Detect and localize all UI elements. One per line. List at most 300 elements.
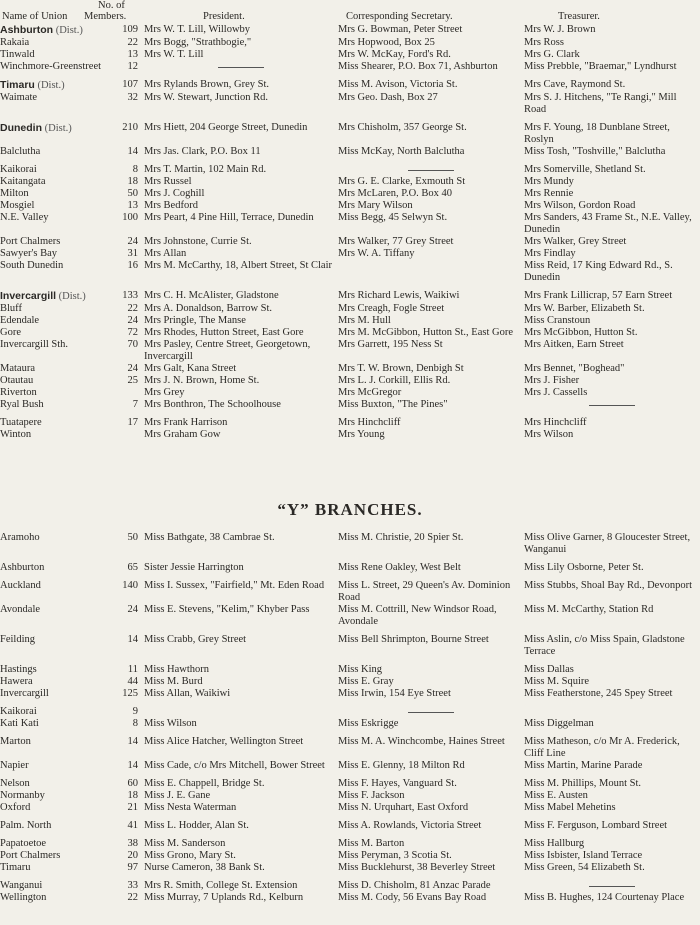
union-name: Ashburton (0, 24, 54, 36)
name-cell (0, 164, 108, 176)
treasurer-cell: Miss Olive Garner, 8 Gloucester Street, Wanganui (524, 532, 691, 555)
members-count: 12 (127, 61, 138, 72)
union-name: Port Chalmers (0, 236, 61, 247)
president-cell: Mrs J. Coghill (144, 188, 205, 199)
treasurer-cell: Miss Matheson, c/o Mr A. Frederick, Cliff Line (524, 736, 680, 759)
union-name: Auckland (0, 580, 41, 591)
union-name: Ryal Bush (0, 399, 44, 410)
union-name: Waimate (0, 92, 38, 103)
name-cell (0, 61, 108, 73)
president-cell: Miss Grono, Mary St. (144, 850, 236, 861)
members-count: 33 (127, 880, 138, 891)
treasurer-cell: Mrs W. J. Brown (524, 24, 596, 35)
president-cell: Mrs Rylands Brown, Grey St. (144, 79, 269, 90)
president-cell: Mrs Bonthron, The Schoolhouse (144, 399, 281, 410)
treasurer-cell: Miss E. Austen (524, 790, 588, 801)
treasurer-cell: Mrs Aitken, Earn Street (524, 339, 624, 350)
name-cell (0, 736, 108, 760)
president-cell (144, 61, 338, 73)
header-president: President. (203, 11, 245, 22)
president-cell: Miss M. Sanderson (144, 838, 226, 849)
president-cell: Miss L. Hodder, Alan St. (144, 820, 249, 831)
secretary-cell: Miss M. Cody, 56 Evans Bay Road (338, 892, 487, 903)
treasurer-cell: Mrs Wilson, Gordon Road (524, 200, 636, 211)
treasurer-cell: Miss Tosh, "Toshville," Balclutha (524, 146, 666, 157)
name-cell (0, 315, 108, 327)
name-cell (0, 820, 108, 832)
treasurer-cell: Miss Martin, Marine Parade (524, 760, 643, 771)
union-row (0, 327, 700, 339)
secretary-cell: Mrs M. McGibbon, Hutton St., East Gore (338, 327, 513, 338)
y-branch-row (0, 802, 700, 814)
name-cell (0, 532, 108, 556)
members-count: 70 (127, 339, 138, 350)
secretary-cell: Mrs G. Bowman, Peter Street (338, 24, 463, 35)
members-count: 7 (132, 399, 138, 410)
members-count: 20 (127, 850, 138, 861)
y-branch-row (0, 718, 700, 730)
secretary-cell: Mrs Garrett, 195 Ness St (338, 339, 443, 350)
secretary-cell: Miss N. Urquhart, East Oxford (338, 802, 469, 813)
union-name: Dunedin (0, 122, 42, 134)
treasurer-cell: Mrs F. Young, 18 Dunblane Street, Roslyn (524, 122, 670, 145)
union-name: Nelson (0, 778, 30, 789)
secretary-cell: Miss Shearer, P.O. Box 71, Ashburton (338, 61, 498, 72)
union-name: Mataura (0, 363, 35, 374)
name-cell (0, 718, 108, 730)
name-cell (0, 880, 108, 892)
secretary-cell: Miss M. Christie, 20 Spier St. (338, 532, 464, 543)
treasurer-cell: Mrs Wilson (524, 429, 574, 440)
secretary-cell: Mrs G. E. Clarke, Exmouth St (338, 176, 466, 187)
union-row (0, 164, 700, 176)
union-name: Aramoho (0, 532, 40, 543)
secretary-cell: Miss King (338, 664, 383, 675)
y-branch-row (0, 892, 700, 904)
president-cell: Miss Cade, c/o Mrs Mitchell, Bower Street (144, 760, 325, 771)
members-count: 60 (127, 778, 138, 789)
members-count: 24 (127, 363, 138, 374)
president-cell: Mrs Hiett, 204 George Street, Dunedin (144, 122, 308, 133)
treasurer-cell: Miss Dallas (524, 664, 574, 675)
secretary-cell (338, 164, 524, 176)
treasurer-cell: Mrs Walker, Grey Street (524, 236, 627, 247)
treasurer-cell: Mrs Frank Lillicrap, 57 Earn Street (524, 290, 673, 301)
name-cell (0, 327, 108, 339)
president-cell: Mrs C. H. McAlister, Gladstone (144, 290, 279, 301)
treasurer-cell: Mrs S. J. Hitchens, "Te Rangi," Mill Road (524, 92, 677, 115)
union-name: Hastings (0, 664, 37, 675)
president-cell: Mrs Graham Gow (144, 429, 221, 440)
union-row (0, 24, 700, 37)
union-name: Tuatapere (0, 417, 42, 428)
separator-rule (589, 886, 635, 887)
treasurer-cell: Miss Cranstoun (524, 315, 591, 326)
name-cell (0, 248, 108, 260)
secretary-cell: Miss F. Hayes, Vanguard St. (338, 778, 457, 789)
members-count: 109 (122, 24, 138, 35)
members-count: 50 (127, 188, 138, 199)
district-tag: (Dist.) (44, 123, 72, 134)
secretary-cell: Miss M. Barton (338, 838, 405, 849)
union-row (0, 429, 700, 441)
y-branch-row (0, 736, 700, 760)
secretary-cell: Mrs Young (338, 429, 385, 440)
members-count: 8 (132, 718, 138, 729)
members-count: 72 (127, 327, 138, 338)
union-name: Wanganui (0, 880, 43, 891)
union-row (0, 315, 700, 327)
union-name: Riverton (0, 387, 37, 398)
unions-table (0, 24, 700, 441)
name-cell (0, 778, 108, 790)
secretary-cell: Miss Bell Shrimpton, Bourne Street (338, 634, 489, 645)
union-name: Feilding (0, 634, 36, 645)
name-cell (0, 146, 108, 158)
y-branch-row (0, 820, 700, 832)
y-branch-row (0, 880, 700, 892)
name-cell (0, 79, 108, 92)
name-cell (0, 676, 108, 688)
name-cell (0, 664, 108, 676)
treasurer-cell: Mrs Ross (524, 37, 564, 48)
treasurer-cell: Miss Diggelman (524, 718, 594, 729)
treasurer-cell: Mrs Bennet, "Boghead" (524, 363, 625, 374)
secretary-cell: Mrs L. J. Corkill, Ellis Rd. (338, 375, 451, 386)
union-row (0, 417, 700, 429)
y-branch-row (0, 790, 700, 802)
union-row (0, 290, 700, 303)
union-row (0, 146, 700, 158)
union-row (0, 339, 700, 363)
president-cell: Mrs Pringle, The Manse (144, 315, 246, 326)
name-cell (0, 290, 108, 303)
union-name: Papatoetoe (0, 838, 47, 849)
secretary-cell (338, 260, 524, 284)
header-secretary: Corresponding Secretary. (346, 11, 453, 22)
members-count (108, 429, 144, 441)
treasurer-cell: Mrs Mundy (524, 176, 574, 187)
union-name: Edendale (0, 315, 40, 326)
union-name: Gore (0, 327, 21, 338)
y-branches-table (0, 532, 700, 904)
treasurer-cell: Miss B. Hughes, 124 Courtenay Place (524, 892, 685, 903)
treasurer-cell: Mrs Somerville, Shetland St. (524, 164, 646, 175)
y-branch-row (0, 532, 700, 556)
treasurer-cell: Miss Stubbs, Shoal Bay Rd., Devonport (524, 580, 693, 591)
treasurer-cell: Miss Green, 54 Elizabeth St. (524, 862, 645, 873)
president-cell: Miss Nesta Waterman (144, 802, 237, 813)
president-cell: Miss M. Burd (144, 676, 203, 687)
treasurer-cell: Miss Hallburg (524, 838, 585, 849)
union-row (0, 399, 700, 411)
secretary-cell: Miss F. Jackson (338, 790, 405, 801)
president-cell: Mrs Rhodes, Hutton Street, East Gore (144, 327, 304, 338)
secretary-cell: Miss A. Rowlands, Victoria Street (338, 820, 482, 831)
y-branch-row (0, 664, 700, 676)
secretary-cell: Miss McKay, North Balclutha (338, 146, 465, 157)
members-count: 41 (127, 820, 138, 831)
union-name: Kaikorai (0, 164, 37, 175)
union-name: Timaru (0, 862, 31, 873)
members-count: 50 (127, 532, 138, 543)
president-cell: Mrs T. Martin, 102 Main Rd. (144, 164, 267, 175)
union-name: Mosgiel (0, 200, 35, 211)
union-row (0, 236, 700, 248)
president-cell: Miss Murray, 7 Uplands Rd., Kelburn (144, 892, 304, 903)
president-cell: Mrs R. Smith, College St. Extension (144, 880, 298, 891)
separator-rule (408, 712, 454, 713)
president-cell: Miss J. E. Gane (144, 790, 211, 801)
president-cell: Mrs Johnstone, Currie St. (144, 236, 252, 247)
union-name: Bluff (0, 303, 22, 314)
district-tag: (Dist.) (58, 291, 86, 302)
header-name: Name of Union (2, 11, 68, 22)
union-name: Sawyer's Bay (0, 248, 58, 259)
union-name: Wellington (0, 892, 47, 903)
secretary-cell: Miss Peryman, 3 Scotia St. (338, 850, 452, 861)
name-cell (0, 838, 108, 850)
union-name: Timaru (0, 79, 35, 91)
treasurer-cell: Miss Lily Osborne, Peter St. (524, 562, 644, 573)
y-branch-row (0, 760, 700, 772)
members-count: 14 (127, 634, 138, 645)
union-name: N.E. Valley (0, 212, 49, 223)
treasurer-cell: Miss Mabel Mehetins (524, 802, 616, 813)
treasurer-cell (524, 880, 700, 892)
union-name: Marton (0, 736, 31, 747)
president-cell: Mrs Pasley, Centre Street, Georgetown, Invercargill (144, 339, 311, 362)
name-cell (0, 375, 108, 387)
treasurer-cell: Miss F. Ferguson, Lombard Street (524, 820, 668, 831)
members-count: 14 (127, 146, 138, 157)
president-cell (144, 706, 338, 718)
union-name: Normanby (0, 790, 45, 801)
president-cell: Miss Bathgate, 38 Cambrae St. (144, 532, 275, 543)
president-cell: Mrs A. Donaldson, Barrow St. (144, 303, 273, 314)
y-branch-row (0, 778, 700, 790)
union-name: Napier (0, 760, 29, 771)
president-cell: Mrs Bogg, "Strathbogie," (144, 37, 252, 48)
president-cell: Mrs Grey (144, 387, 185, 398)
secretary-cell: Miss D. Chisholm, 81 Anzac Parade (338, 880, 491, 891)
members-count: 210 (122, 122, 138, 133)
secretary-cell: Miss Irwin, 154 Eye Street (338, 688, 451, 699)
president-cell: Mrs Allan (144, 248, 187, 259)
y-branch-row (0, 580, 700, 604)
president-cell: Mrs W. T. Lill, Willowby (144, 24, 251, 35)
president-cell: Miss E. Chappell, Bridge St. (144, 778, 265, 789)
members-count: 44 (127, 676, 138, 687)
president-cell: Mrs Russel (144, 176, 192, 187)
treasurer-cell: Miss Prebble, "Braemar," Lyndhurst (524, 61, 677, 72)
president-cell: Mrs Peart, 4 Pine Hill, Terrace, Dunedin (144, 212, 314, 223)
secretary-cell: Miss Bucklehurst, 38 Beverley Street (338, 862, 496, 873)
members-count: 22 (127, 303, 138, 314)
members-count: 14 (127, 736, 138, 747)
president-cell: Miss Allan, Waikiwi (144, 688, 231, 699)
union-name: Hawera (0, 676, 33, 687)
union-name: Winton (0, 429, 32, 440)
treasurer-cell (524, 706, 700, 718)
treasurer-cell: Miss Featherstone, 245 Spey Street (524, 688, 673, 699)
treasurer-cell: Mrs Findlay (524, 248, 576, 259)
members-count: 24 (127, 315, 138, 326)
members-count: 25 (127, 375, 138, 386)
president-cell: Mrs Jas. Clark, P.O. Box 11 (144, 146, 261, 157)
district-tag: (Dist.) (37, 80, 65, 91)
secretary-cell: Miss E. Glenny, 18 Milton Rd (338, 760, 465, 771)
union-row (0, 212, 700, 236)
name-cell (0, 850, 108, 862)
secretary-cell: Mrs W. McKay, Ford's Rd. (338, 49, 451, 60)
name-cell (0, 399, 108, 411)
name-cell (0, 260, 108, 284)
treasurer-cell: Mrs G. Clark (524, 49, 580, 60)
union-name: Invercargill (0, 688, 49, 699)
name-cell (0, 236, 108, 248)
y-branch-row (0, 862, 700, 874)
treasurer-cell: Mrs McGibbon, Hutton St. (524, 327, 638, 338)
y-branch-row (0, 604, 700, 628)
name-cell (0, 892, 108, 904)
union-name: Milton (0, 188, 29, 199)
secretary-cell: Mrs Walker, 77 Grey Street (338, 236, 454, 247)
members-count: 21 (127, 802, 138, 813)
name-cell (0, 706, 108, 718)
treasurer-cell: Miss M. Phillips, Mount St. (524, 778, 641, 789)
y-branch-row (0, 634, 700, 658)
secretary-cell: Miss M. Cottrill, New Windsor Road, Avondale (338, 604, 497, 627)
president-cell: Mrs W. T. Lill (144, 49, 204, 60)
union-row (0, 260, 700, 284)
members-count: 107 (122, 79, 138, 90)
treasurer-cell: Miss Reid, 17 King Edward Rd., S. Dunedin (524, 260, 673, 283)
union-name: Otautau (0, 375, 34, 386)
secretary-cell: Miss L. Street, 29 Queen's Av. Dominion Road (338, 580, 511, 603)
secretary-cell: Mrs Richard Lewis, Waikiwi (338, 290, 460, 301)
members-count: 100 (122, 212, 138, 223)
secretary-cell: Miss Begg, 45 Selwyn St. (338, 212, 448, 223)
president-cell: Miss Alice Hatcher, Wellington Street (144, 736, 304, 747)
name-cell (0, 604, 108, 628)
members-count: 125 (122, 688, 138, 699)
members-count: 18 (127, 176, 138, 187)
secretary-cell: Miss M. A. Winchcombe, Haines Street (338, 736, 505, 747)
members-count: 32 (127, 92, 138, 103)
secretary-cell: Miss Eskrigge (338, 718, 399, 729)
name-cell (0, 634, 108, 658)
treasurer-cell: Mrs Hinchcliff (524, 417, 587, 428)
treasurer-cell: Miss Isbister, Island Terrace (524, 850, 643, 861)
treasurer-cell: Mrs Sanders, 43 Frame St., N.E. Valley, Dunedin (524, 212, 692, 235)
union-row (0, 188, 700, 200)
secretary-cell: Mrs Hinchcliff (338, 417, 401, 428)
union-name: Rakaia (0, 37, 30, 48)
members-count: 9 (132, 706, 138, 717)
secretary-cell: Mrs W. A. Tiffany (338, 248, 415, 259)
union-name: Avondale (0, 604, 41, 615)
union-row (0, 176, 700, 188)
header-no-of: No. of (98, 0, 125, 11)
secretary-cell: Mrs Geo. Dash, Box 27 (338, 92, 438, 103)
name-cell (0, 760, 108, 772)
members-count: 13 (127, 200, 138, 211)
union-name: Invercargill (0, 290, 57, 302)
name-cell (0, 212, 108, 236)
union-row (0, 375, 700, 387)
union-name: Balclutha (0, 146, 41, 157)
president-cell: Mrs M. McCarthy, 18, Albert Street, St Clair (144, 260, 333, 271)
members-count: 133 (122, 290, 138, 301)
members-count: 97 (127, 862, 138, 873)
y-branch-row (0, 850, 700, 862)
y-branch-row (0, 688, 700, 700)
secretary-cell: Miss M. Avison, Victoria St. (338, 79, 458, 90)
union-row (0, 200, 700, 212)
name-cell (0, 49, 108, 61)
name-cell (0, 92, 108, 116)
y-branch-row (0, 676, 700, 688)
name-cell (0, 580, 108, 604)
president-cell: Sister Jessie Harrington (144, 562, 244, 573)
members-count (108, 387, 144, 399)
name-cell (0, 790, 108, 802)
members-count: 8 (132, 164, 138, 175)
president-cell: Miss Wilson (144, 718, 197, 729)
name-cell (0, 417, 108, 429)
union-row (0, 37, 700, 49)
members-count: 17 (127, 417, 138, 428)
members-count: 24 (127, 604, 138, 615)
union-name: Palm. North (0, 820, 52, 831)
members-count: 140 (122, 580, 138, 591)
president-cell: Miss Hawthorn (144, 664, 210, 675)
separator-rule (408, 170, 454, 171)
treasurer-cell: Miss M. Squire (524, 676, 590, 687)
secretary-cell: Miss E. Gray (338, 676, 394, 687)
members-count: 22 (127, 892, 138, 903)
name-cell (0, 24, 108, 37)
secretary-cell: Miss Buxton, "The Pines" (338, 399, 448, 410)
union-row (0, 363, 700, 375)
name-cell (0, 387, 108, 399)
y-branches-title: “Y” BRANCHES. (277, 500, 423, 519)
treasurer-cell: Miss M. McCarthy, Station Rd (524, 604, 654, 615)
y-branch-row (0, 838, 700, 850)
members-count: 14 (127, 760, 138, 771)
union-name: Invercargill Sth. (0, 339, 69, 350)
secretary-cell: Mrs Hopwood, Box 25 (338, 37, 435, 48)
members-count: 16 (127, 260, 138, 271)
union-row (0, 122, 700, 146)
name-cell (0, 339, 108, 363)
treasurer-cell: Mrs Rennie (524, 188, 574, 199)
union-row (0, 92, 700, 116)
name-cell (0, 37, 108, 49)
name-cell (0, 862, 108, 874)
secretary-cell: Mrs M. Hull (338, 315, 391, 326)
name-cell (0, 188, 108, 200)
union-name: Port Chalmers (0, 850, 61, 861)
treasurer-cell: Miss Aslin, c/o Miss Spain, Gladstone Terrace (524, 634, 685, 657)
president-cell: Miss Crabb, Grey Street (144, 634, 247, 645)
name-cell (0, 562, 108, 574)
treasurer-cell (524, 399, 700, 411)
union-row (0, 303, 700, 315)
union-name: South Dunedin (0, 260, 64, 271)
president-cell: Miss I. Sussex, "Fairfield," Mt. Eden Road (144, 580, 325, 591)
